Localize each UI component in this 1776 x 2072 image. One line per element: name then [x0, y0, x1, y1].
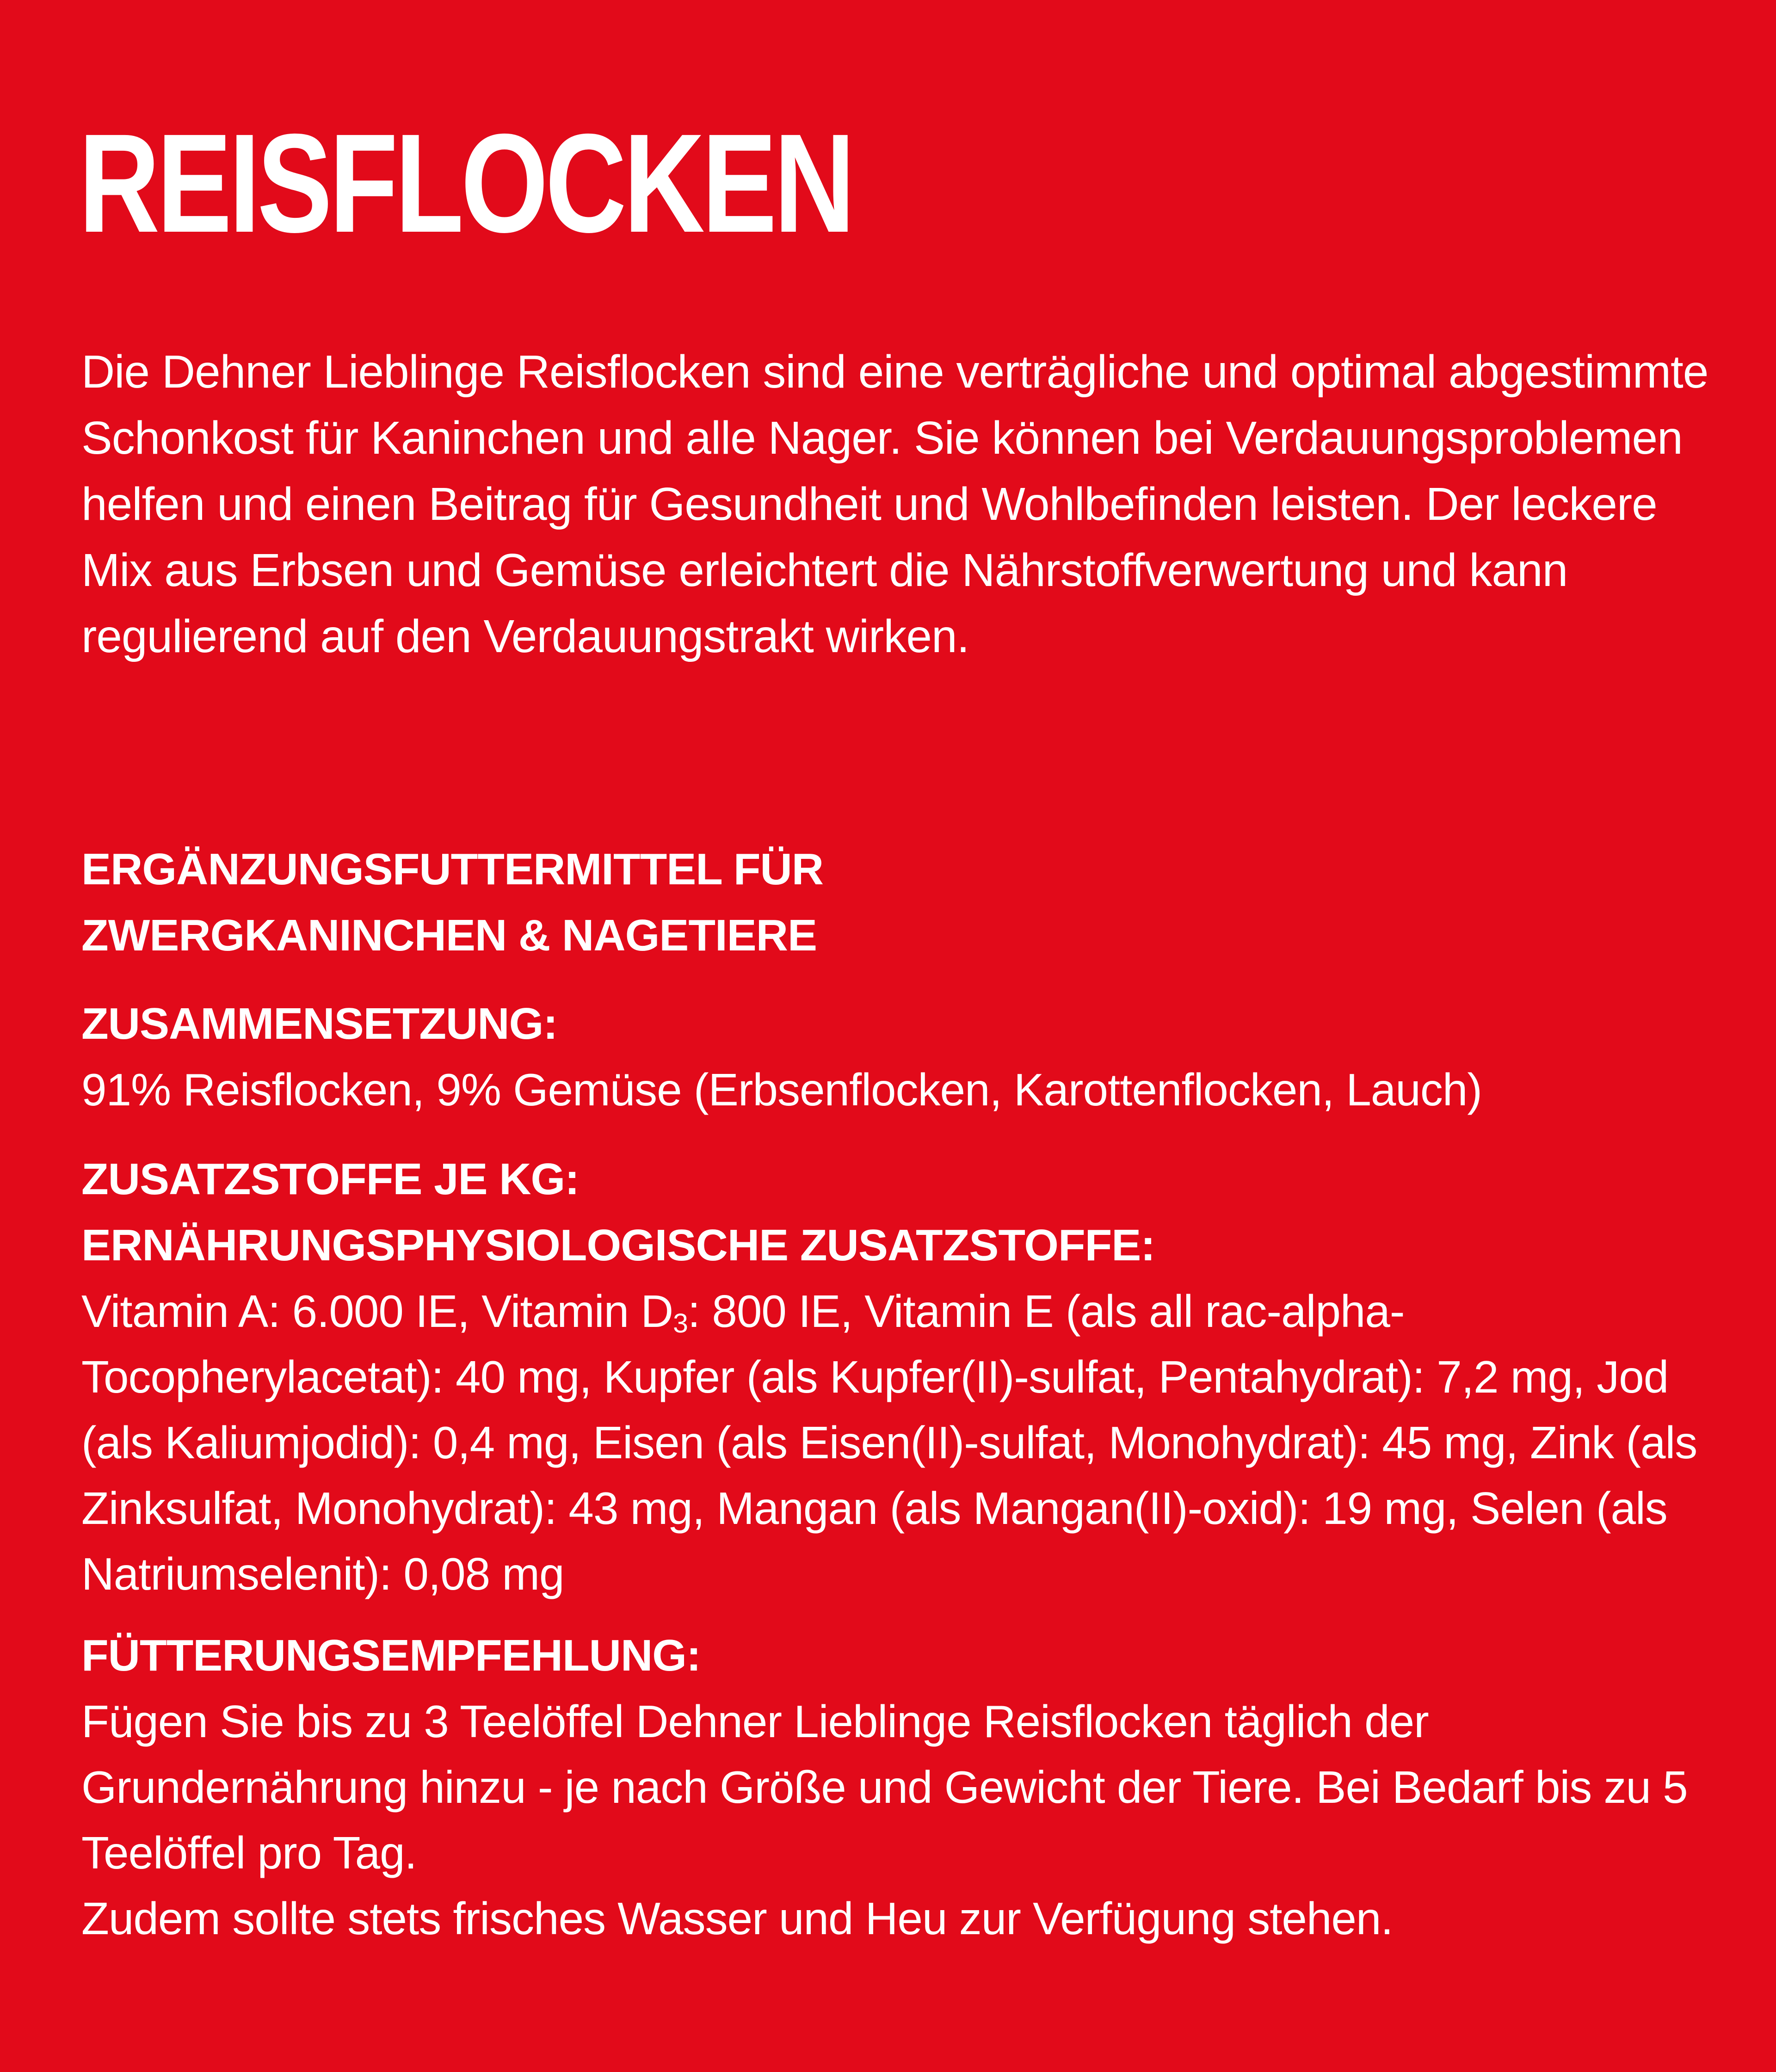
composition-text: 91% Reisflocken, 9% Gemüse (Erbsenflocken, Karottenflocken, Lauch) [81, 1064, 1482, 1115]
product-description: Die Dehner Lieblinge Reisflocken sind eine verträgliche und optimal abgestimmte Schonkost für Kaninchen und alle Nager. Sie können bei Verdauungsproblemen helfen und einen Beitrag für Gesundheit und Wohlbefinden leisten. Der leckere Mix aus Erbsen und Gemüse erleichtert die Nährstoffverwertung und kann regulierend auf den Verdauungstrakt wirken. [81, 346, 1708, 662]
feeding-note: Zudem sollte stets frisches Wasser und Heu zur Verfügung stehen. [81, 1893, 1393, 1944]
nutritional-additives-heading: ERNÄHRUNGSPHYSIOLOGISCHE ZUSATZSTOFFE: [81, 1221, 1155, 1270]
additives-text-part-2: : 800 IE, Vitamin E (als all rac-alpha-Tocopherylacetat): 40 mg, Kupfer (als Kupfer(II)-sulfat, Pentahydrat): 7,2 mg, Jod (als Kaliumjodid): 0,4 mg, Eisen (als Eisen(II)-sulfat, Monohydrat): 45 mg, Zink (als Zinksulfat, Monohydrat): 43 mg, Mangan (als Mangan(II)-oxid): 19 mg, Selen (als Natriumselenit): 0,08 mg [81, 1286, 1697, 1599]
feeding-section [81, 1622, 1737, 1951]
category-section [81, 836, 1737, 968]
composition-heading: ZUSAMMENSETZUNG: [81, 999, 558, 1048]
additives-text [81, 1278, 1737, 1607]
category-line-2: ZWERGKANINCHEN & NAGETIERE [81, 911, 817, 960]
product-title: REISFLOCKEN [79, 105, 852, 262]
feeding-text: Fügen Sie bis zu 3 Teelöffel Dehner Lieblinge Reisflocken täglich der Grundernährung hinzu - je nach Größe und Gewicht der Tiere. Bei Bedarf bis zu 5 Teelöffel pro Tag. [81, 1696, 1688, 1878]
category-line-1: ERGÄNZUNGSFUTTERMITTEL FÜR [81, 845, 824, 894]
additives-heading: ZUSATZSTOFFE JE KG: [81, 1154, 580, 1204]
additives-section [81, 1146, 1737, 1607]
composition-section [81, 991, 1737, 1122]
vitamin-d-subscript: 3 [673, 1308, 688, 1338]
additives-text-part-1: Vitamin A: 6.000 IE, Vitamin D [81, 1286, 673, 1337]
feeding-heading: FÜTTERUNGSEMPFEHLUNG: [81, 1631, 701, 1680]
